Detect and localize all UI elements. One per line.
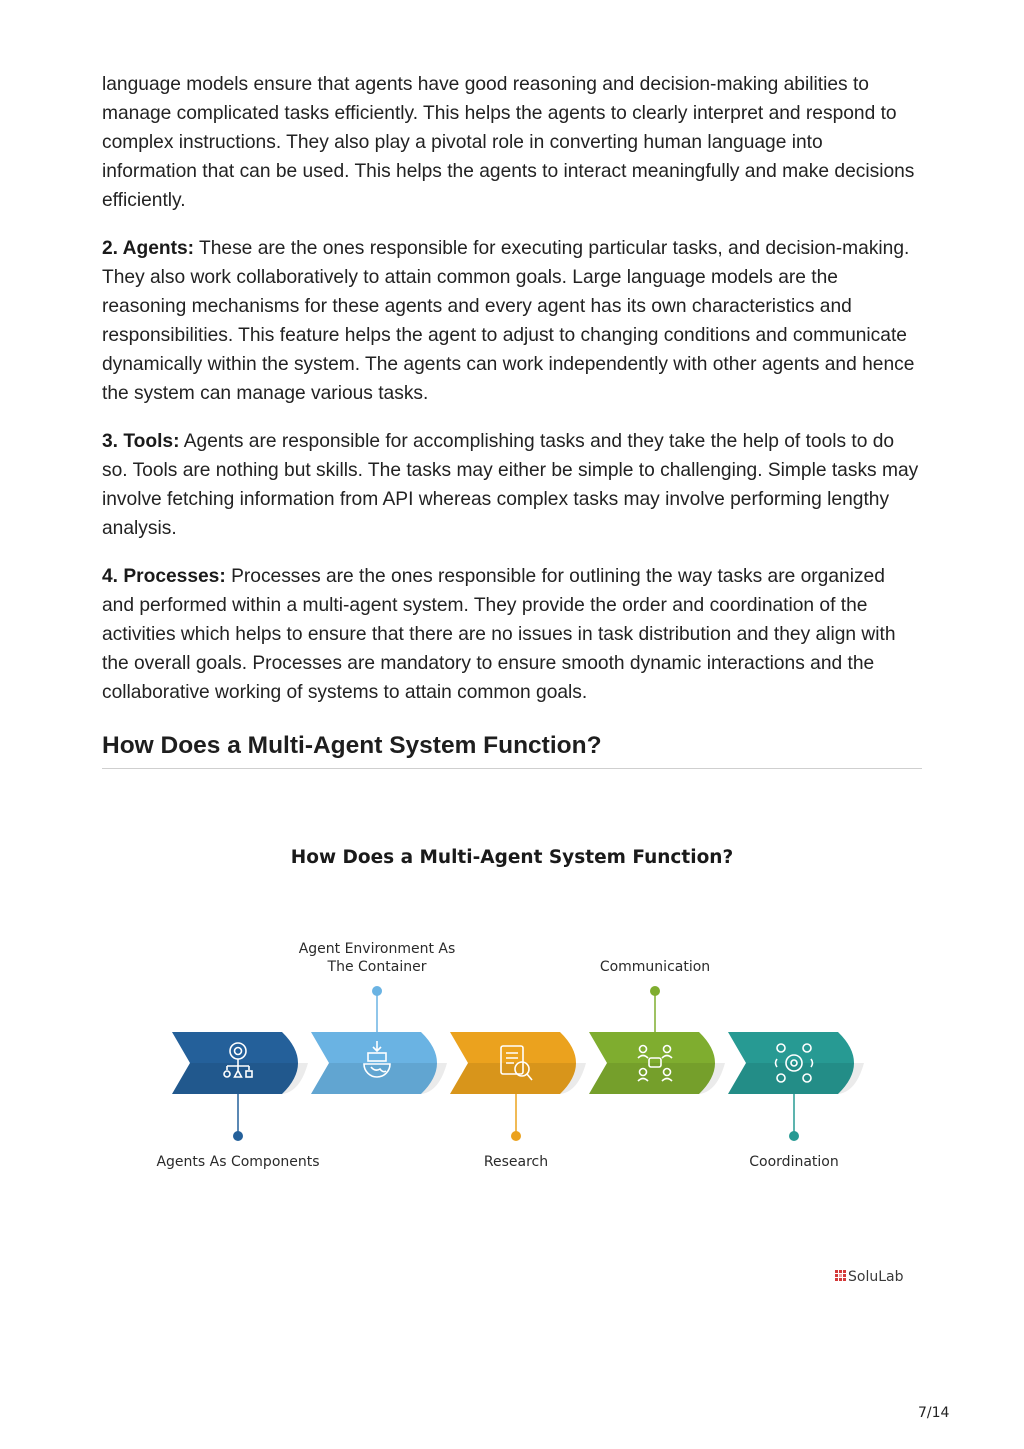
connector-dot [789,1131,799,1141]
step-label: Agents As Components [156,1154,320,1170]
step-label: Coordination [749,1154,839,1170]
section-heading: How Does a Multi-Agent System Function? [102,732,922,769]
paragraph-agents [102,234,922,408]
paragraph-text: Agents are responsible for accomplishing tasks and they take the help of tools to do so. Tools are nothing but skills. The tasks may either be simple to challenging. Simple tasks may involve fetching information from API whereas complex tasks may involve performing lengthy analysis. [102,431,919,539]
paragraph-lead: 2. Agents: [102,238,195,259]
paragraph-llm [102,70,922,215]
process-steps [156,941,864,1170]
process-infographic [102,830,922,1300]
process-step [156,1032,319,1170]
paragraph-text: language models ensure that agents have good reasoning and decision-making abilities to manage complicated tasks efficiently. This helps the agents to clearly interpret and respond to complex instructions. They also play a pivotal role in converting human language into information that can be used. This helps the agents to interact meaningfully and make decisions efficiently. [102,74,915,211]
step-label: Communication [599,959,711,975]
paragraph-lead: 4. Processes: [102,566,226,587]
connector-dot [372,986,382,996]
chevron-shade [450,1063,586,1094]
brand-name: SoluLab [848,1269,904,1285]
infographic-title: How Does a Multi-Agent System Function? [290,847,734,868]
process-step [299,941,456,1094]
paragraph-text: Processes are the ones responsible for outlining the way tasks are organized and performed within a multi-agent system. They provide the order and coordination of the activities which helps to ensure that there are no issues in task distribution and they align with the overall goals. Processes are mandatory to ensure smooth dynamic interactions and the collaborative working of systems to attain common goals. [102,566,896,703]
step-label: Agent Environment As The Container [298,941,456,975]
paragraph-tools [102,427,922,543]
paragraph-processes [102,562,922,707]
process-step [450,1032,586,1170]
chevron-shade [728,1063,864,1094]
step-label: Research [483,1154,549,1170]
chevron-shade [311,1063,447,1094]
connector-dot [233,1131,243,1141]
process-step [589,959,725,1094]
page-number: 7/14 [918,1405,950,1421]
connector-dot [650,986,660,996]
infographic-svg [102,830,922,1300]
chevron-shade [172,1063,308,1094]
connector-dot [511,1131,521,1141]
article-body [102,70,922,769]
process-step [728,1032,864,1170]
paragraph-lead: 3. Tools: [102,431,180,452]
solulab-logo [835,1269,904,1285]
paragraph-text: These are the ones responsible for executing particular tasks, and decision-making. They also work collaboratively to attain common goals. Large language models are the reasoning mechanisms for these agents and every agent has its own characteristics and responsibilities. This feature helps the agent to adjust to changing conditions and communicate dynamically within the system. The agents can work independently with other agents and hence the system can manage various tasks. [102,238,915,404]
